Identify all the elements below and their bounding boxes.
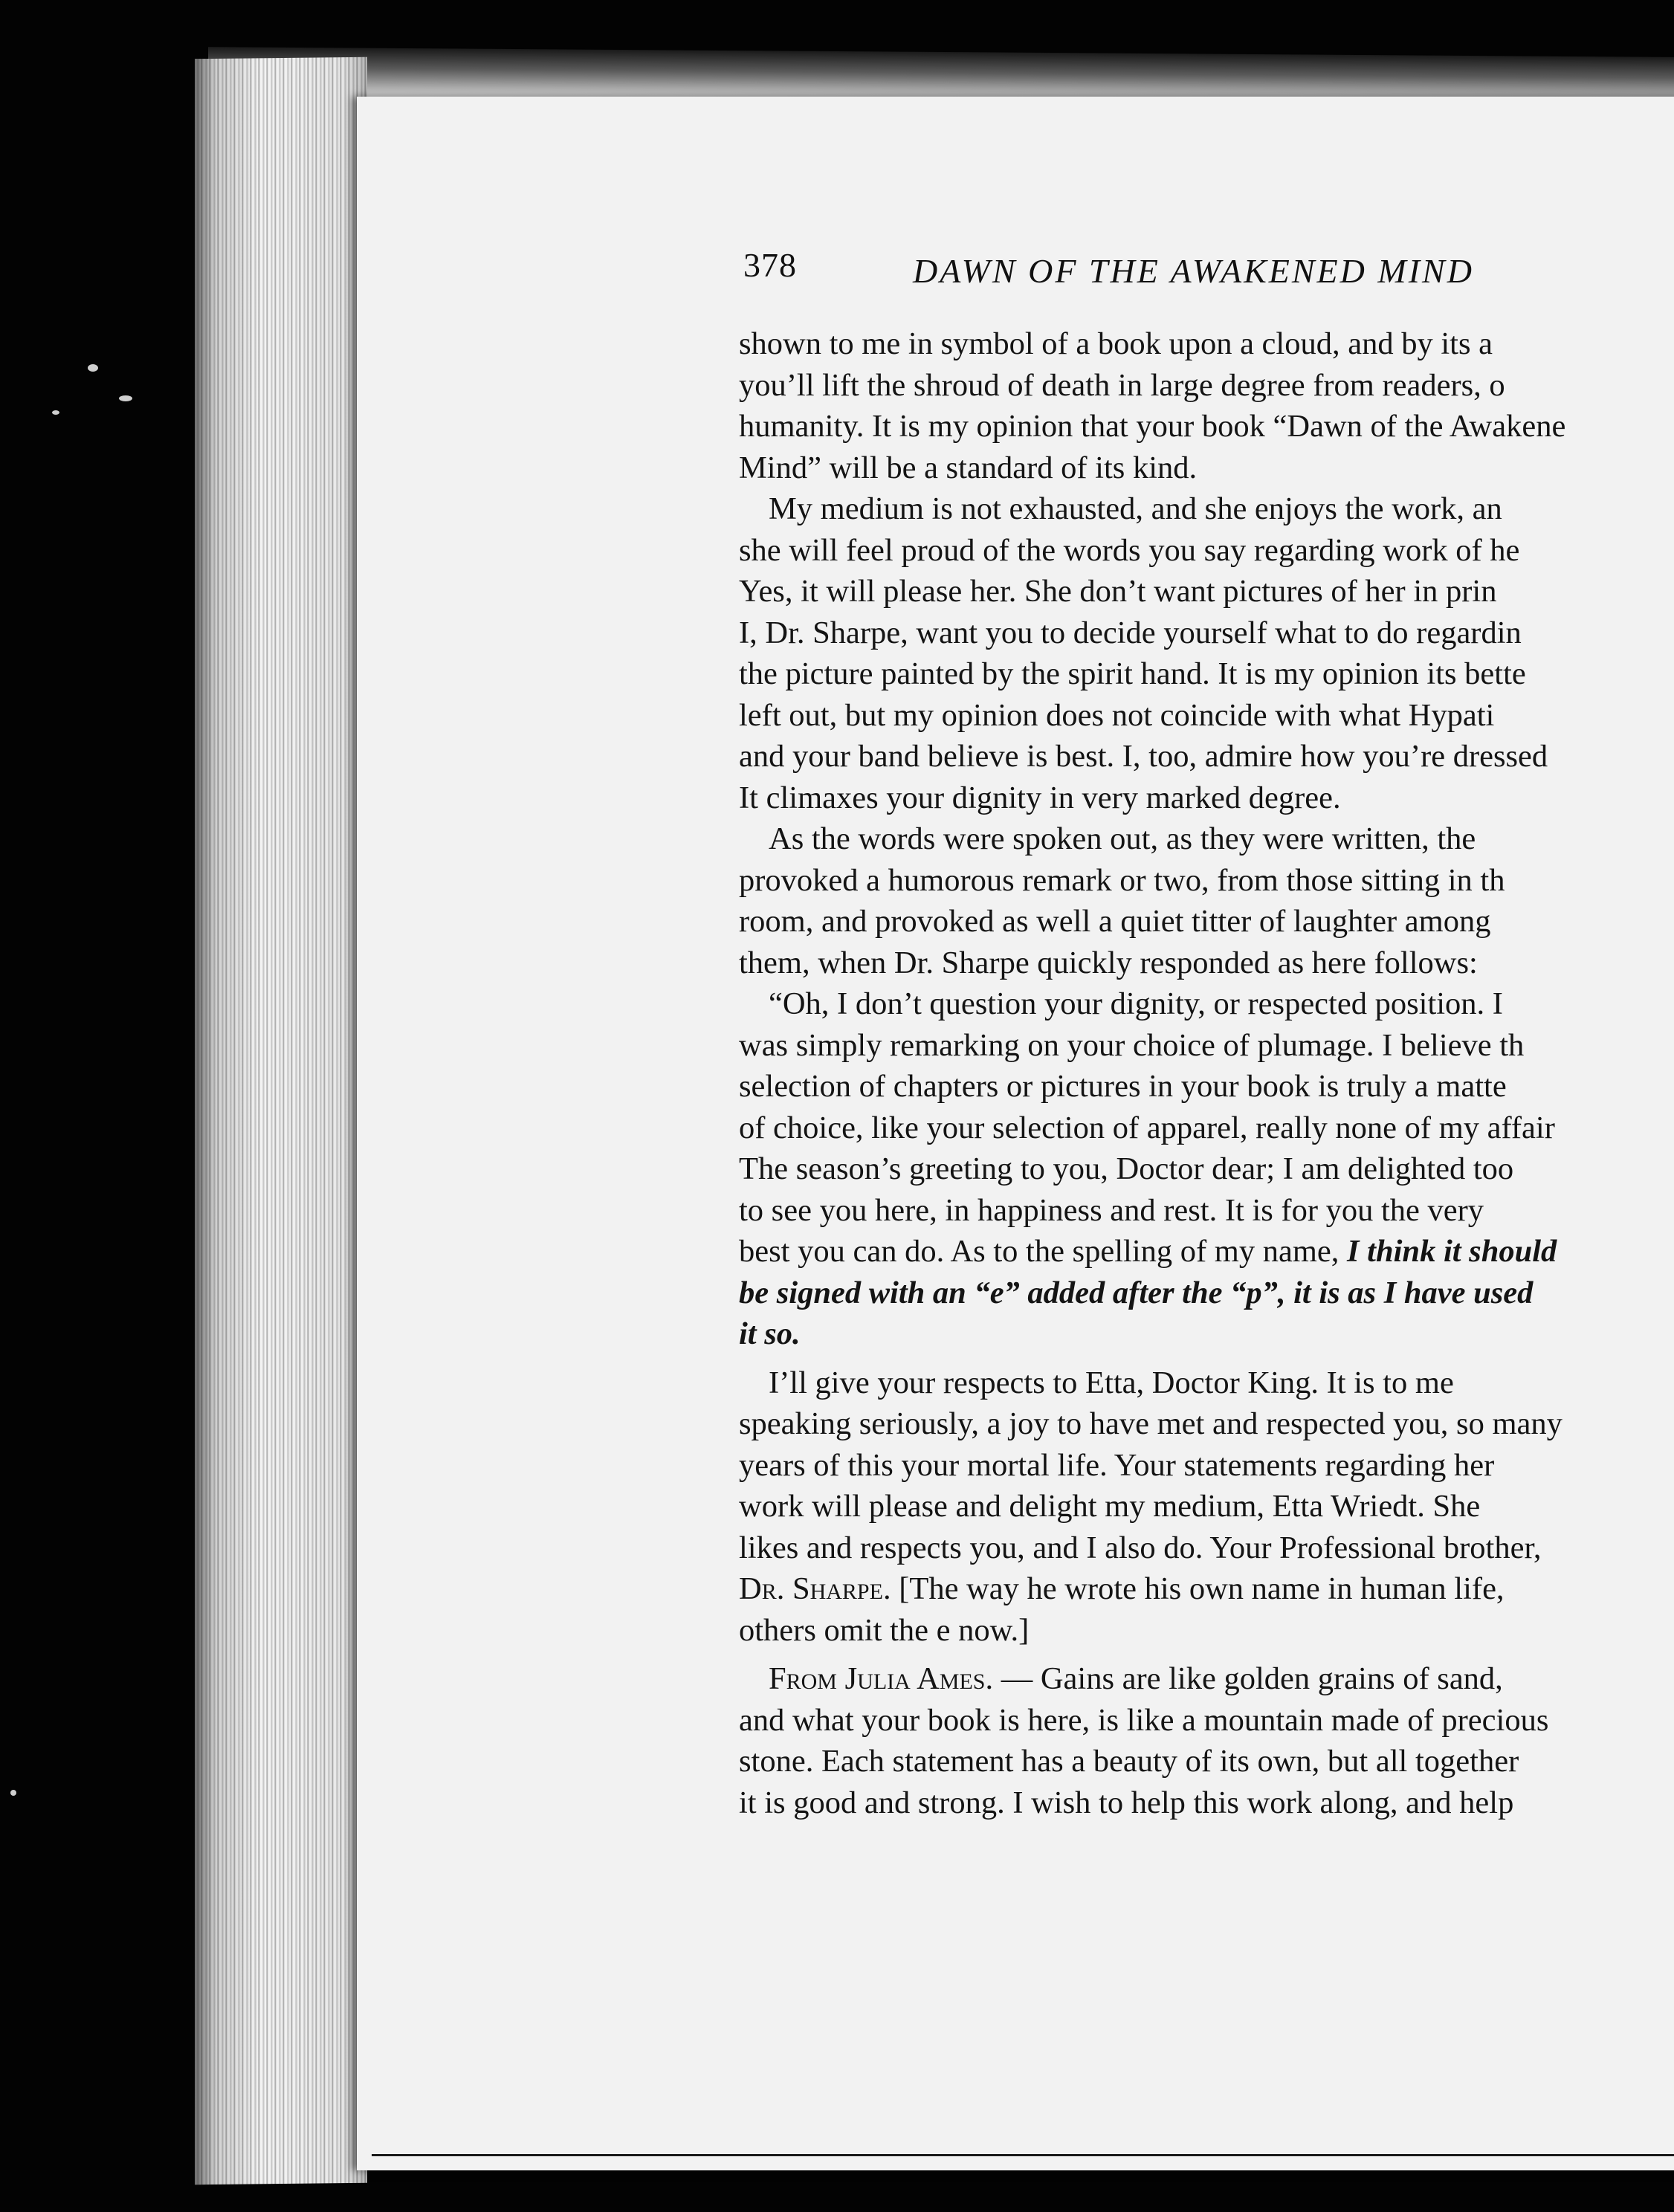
dust-speck: [52, 410, 59, 415]
text-line: [739, 1658, 1674, 1700]
text-line: [739, 1066, 1674, 1107]
text-line: [739, 1527, 1674, 1569]
text-line: [739, 1568, 1674, 1610]
text-line: [739, 860, 1674, 902]
italic-text: it so.: [739, 1316, 801, 1351]
line-text: years of this your mortal life. Your statements regarding her: [739, 1447, 1495, 1483]
page-bottom-edge: [372, 2154, 1674, 2156]
text-line: [739, 406, 1674, 447]
text-line: [739, 1025, 1674, 1067]
text-line: [739, 818, 1674, 860]
text-line: [739, 1362, 1674, 1404]
text-line: [739, 1313, 1674, 1355]
line-text: The season’s greeting to you, Doctor dear; I am delighted too: [739, 1151, 1514, 1186]
line-text: humanity. It is my opinion that your book “Dawn of the Awakene: [739, 409, 1566, 444]
text-line: [739, 695, 1674, 737]
text-line: [739, 1782, 1674, 1824]
line-text: As the words were spoken out, as they were written, the: [769, 821, 1476, 856]
line-text: of choice, like your selection of apparel, really none of my affair: [739, 1110, 1555, 1145]
line-text: I’ll give your respects to Etta, Doctor King. It is to me: [769, 1365, 1454, 1400]
line-text: [The way he wrote his own name in human life,: [891, 1571, 1505, 1606]
text-line: [739, 612, 1674, 654]
line-text: the picture painted by the spirit hand. It is my opinion its bette: [739, 656, 1526, 691]
line-text: to see you here, in happiness and rest. It is for you the very: [739, 1192, 1484, 1228]
small-caps-heading: From Julia Ames.: [769, 1661, 994, 1696]
line-text: Yes, it will please her. She don’t want pictures of her in prin: [739, 574, 1497, 609]
line-text: she will feel proud of the words you say regarding work of he: [739, 532, 1520, 568]
line-text: provoked a humorous remark or two, from those sitting in th: [739, 862, 1505, 898]
text-line: [739, 653, 1674, 695]
line-text: best you can do. As to the spelling of my name,: [739, 1234, 1348, 1269]
line-text: selection of chapters or pictures in your book is truly a matte: [739, 1069, 1507, 1104]
text-line: [739, 1190, 1674, 1232]
text-line: [739, 983, 1674, 1025]
text-line: [739, 1445, 1674, 1487]
small-caps-heading: Dr. Sharpe.: [739, 1571, 891, 1606]
line-text: it is good and strong. I wish to help this work along, and help: [739, 1785, 1514, 1820]
line-text: likes and respects you, and I also do. Your Professional brother,: [739, 1530, 1542, 1565]
text-line: [739, 736, 1674, 777]
text-line: [739, 1148, 1674, 1190]
italic-text: be signed with an “e” added after the “p”, it is as I have used: [739, 1275, 1534, 1310]
line-text: and your band believe is best. I, too, admire how you’re dressed: [739, 739, 1548, 774]
line-text: them, when Dr. Sharpe quickly responded as here follows:: [739, 945, 1478, 980]
dust-speck: [119, 395, 132, 401]
line-text: work will please and delight my medium, Etta Wriedt. She: [739, 1489, 1481, 1524]
dust-speck: [88, 364, 98, 372]
body-text: [739, 323, 1674, 1823]
text-line: [739, 1272, 1674, 1314]
paragraph-gap: [739, 1355, 1674, 1362]
text-line: [739, 1610, 1674, 1652]
text-line: [739, 447, 1674, 489]
text-line: [739, 1231, 1674, 1272]
text-line: [739, 1486, 1674, 1527]
text-line: [739, 530, 1674, 572]
line-text: — Gains are like golden grains of sand,: [993, 1661, 1503, 1696]
text-line: [739, 1403, 1674, 1445]
text-line: [739, 1107, 1674, 1149]
dust-speck: [10, 1790, 16, 1796]
line-text: was simply remarking on your choice of plumage. I believe th: [739, 1027, 1525, 1063]
line-text: and what your book is here, is like a mountain made of precious: [739, 1702, 1549, 1738]
line-text: I, Dr. Sharpe, want you to decide yourself what to do regardin: [739, 615, 1522, 650]
text-line: [739, 901, 1674, 942]
page-header: [743, 245, 1674, 305]
text-line: [739, 571, 1674, 612]
running-title: DAWN OF THE AWAKENED MIND: [913, 252, 1474, 290]
text-line: [739, 1700, 1674, 1742]
line-text: “Oh, I don’t question your dignity, or respected position. I: [769, 986, 1503, 1021]
line-text: you’ll lift the shroud of death in large degree from readers, o: [739, 367, 1505, 403]
line-text: speaking seriously, a joy to have met and respected you, so many: [739, 1406, 1562, 1441]
line-text: My medium is not exhausted, and she enjoys the work, an: [769, 491, 1502, 526]
line-text: stone. Each statement has a beauty of its own, but all together: [739, 1744, 1519, 1779]
text-line: [739, 942, 1674, 984]
text-line: [739, 488, 1674, 530]
line-text: Mind” will be a standard of its kind.: [739, 450, 1198, 485]
text-line: [739, 365, 1674, 407]
paragraph-gap: [739, 1651, 1674, 1658]
italic-text: I think it should: [1347, 1234, 1557, 1269]
page-number: 378: [743, 246, 797, 284]
line-text: room, and provoked as well a quiet titter of laughter among: [739, 904, 1491, 939]
text-line: [739, 1741, 1674, 1782]
text-line: [739, 323, 1674, 365]
fore-edge-shadow: [195, 57, 367, 2184]
line-text: left out, but my opinion does not coincide with what Hypati: [739, 697, 1495, 733]
line-text: others omit the e now.]: [739, 1612, 1030, 1648]
line-text: It climaxes your dignity in very marked degree.: [739, 780, 1341, 815]
text-line: [739, 777, 1674, 819]
line-text: shown to me in symbol of a book upon a cloud, and by its a: [739, 326, 1493, 361]
